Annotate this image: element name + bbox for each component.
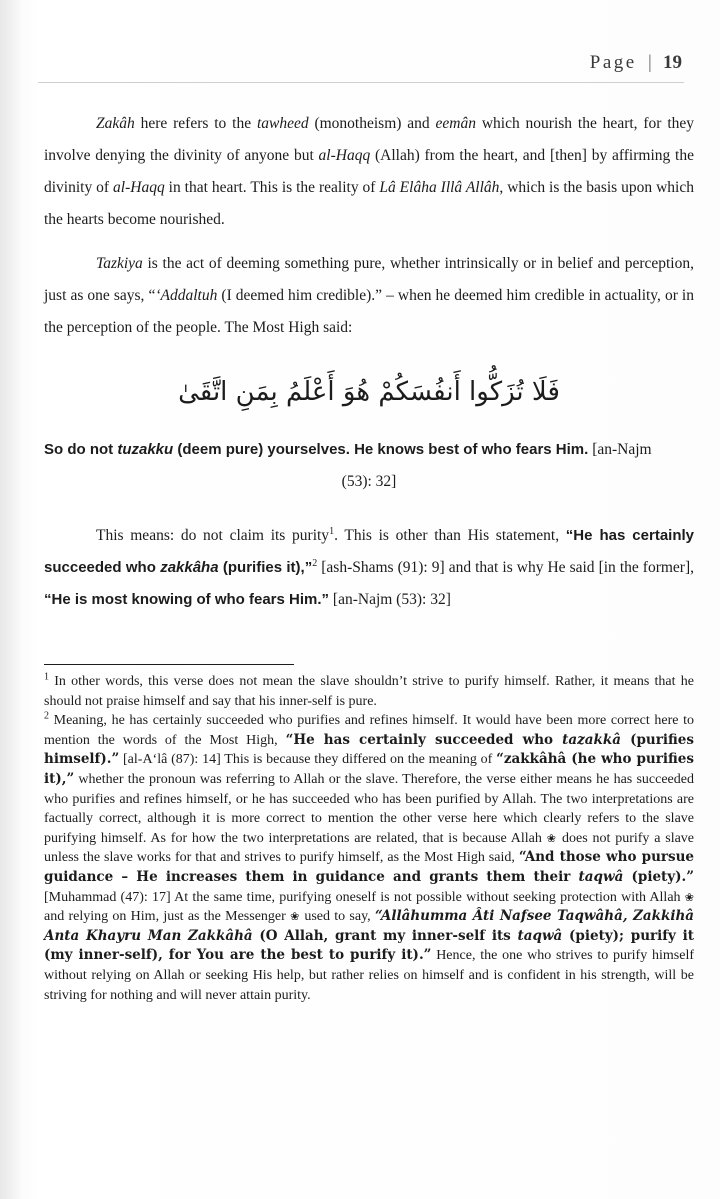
page-gutter-shadow	[0, 0, 22, 1199]
text-span: . This is other than His statement,	[334, 527, 566, 544]
text-span: (Allah) from the heart, and [then] by affirming the divinity of	[44, 147, 694, 196]
text-span: used to say,	[300, 909, 375, 925]
footnote-2	[44, 711, 694, 1005]
quote-zakkaha: “zakkâhâ (he who purifies it),”	[44, 751, 694, 787]
term-taqwa: taqwâ	[578, 868, 624, 885]
term-zakah: Zakâh	[96, 115, 135, 132]
text-span: here refers to the	[134, 115, 257, 132]
text-span: “He has certainly succeeded who	[285, 731, 563, 748]
text-span: , which is the basis upon which the hearts become nourished.	[44, 179, 694, 228]
honorific-icon: ❀	[684, 890, 694, 904]
term-shahada: Lâ Elâha Illâ Allâh	[379, 179, 500, 196]
text-span: “And those who pursue guidance – He increases them in guidance and grants them their	[44, 849, 694, 885]
footnote-number: 2	[44, 710, 49, 722]
verse-translation	[44, 434, 694, 466]
term-tawheed: tawheed	[256, 115, 309, 132]
text-span: (deem pure) yourselves. He knows best of who fears Him.	[173, 441, 589, 458]
term-addaltuh: ‘Addaltuh	[155, 287, 218, 304]
footnote-number: 1	[44, 671, 49, 683]
term-al-haqq: al-Haqq	[113, 179, 165, 196]
quote-najm: “He is most knowing of who fears Him.”	[44, 591, 330, 608]
text-span: and relying on Him, just as the Messenger	[44, 909, 291, 925]
footnote-1	[44, 672, 694, 711]
dua-transliteration: “Allâhumma Âti Nafsee Taqwâhâ, Zakkihâ Anta Khayru Man Zakkâhâ	[44, 908, 695, 944]
header-separator: |	[647, 52, 652, 73]
text-span: “He has certainly succeeded who	[44, 527, 695, 576]
text-span: is the act of deeming something pure, whether intrinsically or in belief and perception, just as one says, “	[44, 255, 694, 304]
verse-reference-line: (53): 32]	[341, 473, 397, 490]
page-header	[590, 52, 682, 74]
text-span: This means: do not claim its purity	[96, 527, 330, 544]
footnote-separator	[44, 664, 294, 665]
main-text	[44, 108, 694, 616]
header-rule	[38, 82, 684, 83]
text-span: [an-Najm (53): 32]	[329, 591, 451, 608]
text-span: Hence, the one who strives to purify himself without relying on Allah or seeking His help, but rather relies on himself and is confident in his strength, will be striving for nothing and will never attain purity.	[44, 948, 694, 1003]
term-taqwa: taqwâ	[517, 927, 563, 944]
paragraph-tazkiya	[44, 248, 694, 344]
term-tuzakku: tuzakku	[117, 441, 174, 458]
text-span: in that heart. This is the reality of	[164, 179, 380, 196]
arabic-verse: فَلَا تُزَكُّوا أَنفُسَكُمْ هُوَ أَعْلَمُ بِمَنِ اتَّقَىٰ	[178, 377, 560, 407]
honorific-icon: ❀	[546, 831, 558, 845]
term-zakkaha: zakkâha	[160, 559, 219, 576]
text-span: which nourish the heart, for they involve denying the divinity of anyone but	[44, 115, 694, 164]
page-number: 19	[663, 52, 682, 73]
text-span: (O Allah, grant my inner-self its	[252, 927, 518, 944]
text-span: [al-A‘lâ (87): 14] This is because they differed on the meaning of	[119, 752, 497, 768]
salutation-icon: ❀	[290, 910, 301, 924]
page-label: Page	[589, 52, 637, 73]
term-tazkiya: Tazkiya	[96, 255, 143, 272]
verse-reference: [an-Najm	[588, 441, 652, 458]
text-span: (I deemed him credible).” – when he deemed him credible in actuality, or in the perception of the people. The Most High said:	[44, 287, 694, 336]
text-span: [ash-Shams (91): 9] and that is why He said [in the former],	[317, 559, 695, 576]
paragraph-zakah	[44, 108, 694, 236]
text-span: Meaning, he has certainly succeeded who purifies and refines himself. It would have been more correct here to mention the words of the Most High,	[44, 713, 694, 748]
footnote-marker-2[interactable]: 2	[312, 557, 318, 569]
text-span: [Muhammad (47): 17] At the same time, purifying oneself is not possible without seeking protection with Allah	[44, 889, 685, 905]
footnotes	[44, 672, 694, 1005]
text-span: (monotheism) and	[308, 115, 436, 132]
text-span: whether the pronoun was referring to Allah or the slave. Therefore, the verse either means he has succeeded who purifies and refines himself, or he has succeeded who has been purified by Allah. The two interpretations are factually correct, although it is more correct to mention the other verse here which clearly refers to the slave purifying himself. As for how the two interpretations are related, that is because Allah	[44, 771, 694, 846]
text-span: (piety).”	[623, 868, 694, 885]
footnote-marker-1[interactable]: 1	[329, 525, 335, 537]
term-tazakka: tazakkâ	[562, 731, 621, 748]
text-span: (purifies himself).”	[44, 731, 694, 768]
text-span: (piety); purify it (my inner-self), for You are the best to purify it).”	[44, 927, 694, 964]
text-span: In other words, this verse does not mean the slave shouldn’t strive to purify himself. Rather, it means that he should not praise himself and say that his inner-self is pure.	[44, 674, 694, 709]
text-span: does not purify a slave unless the slave works for that and strives to purify himself, as the Most High said,	[44, 830, 695, 866]
term-al-haqq: al-Haqq	[318, 147, 371, 164]
term-eeman: eemân	[435, 115, 476, 132]
text-span: (purifies it),”	[218, 559, 313, 576]
paragraph-meaning	[44, 520, 694, 616]
text-span: So do not	[44, 441, 118, 458]
